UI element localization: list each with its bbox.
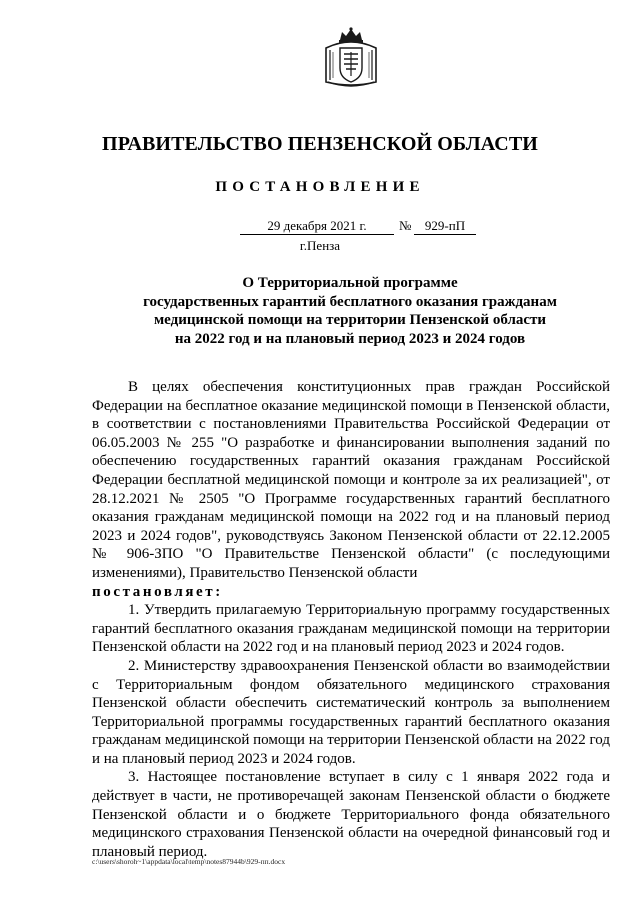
document-title <box>120 274 580 348</box>
decree-date: 29 декабря 2021 г. <box>240 218 394 235</box>
document-body <box>92 378 610 861</box>
title-line: государственных гарантий бесплатного оказания гражданам <box>143 293 557 310</box>
item-paragraph: 1. Утвердить прилагаемую Территориальную программу государственных гарантий бесплатного оказания гражданам медицинской помощи на территории Пензенской области на 2022 год и на плановый период 2023 и 2024 годов. <box>92 602 610 656</box>
decree-number: 929-пП <box>414 218 476 235</box>
government-name: ПРАВИТЕЛЬСТВО ПЕНЗЕНСКОЙ ОБЛАСТИ <box>102 133 538 155</box>
title-line: медицинской помощи на территории Пензенской области <box>153 312 547 328</box>
coat-of-arms-icon <box>322 26 380 88</box>
item-paragraph: 2. Министерству здравоохранения Пензенской области во взаимодействии с Территориальным фондом обязательного медицинского страхования Пензенской области обеспечить систематический контроль за выполнением Территориальной программы государственных гарантий бесплатного оказания гражданам медицинской помощи на территории Пензенской области на 2022 год и на плановый период 2023 и 2024 годов. <box>92 657 610 767</box>
file-path-footer: c:\users\shoroh~1\appdata\local\temp\notes87944b\929-пп.docx <box>92 857 286 866</box>
preamble-paragraph: В целях обеспечения конституционных прав граждан Российской Федерации на бесплатное оказание медицинской помощи в Пензенской области, в соответствии с постановлениями Правительства Российской Федерации от 06.05.2003 № 255 "О разработке и финансировании выполнения заданий по обеспечению государственных гарантий оказания гражданам Российской Федерации бесплатной медицинской помощи и контроле за их реализацией", от 28.12.2021 № 2505 "О Программе государственных гарантий бесплатного оказания гражданам медицинской помощи на 2022 год и на плановый период 2023 и 2024 годов", руководствуясь Законом Пензенской области от 22.12.2005 № 906-ЗПО "О Правительстве Пензенской области" (с последующими изменениями), Правительство Пензенской области <box>92 379 610 581</box>
title-line: О Территориальной программе <box>242 275 458 291</box>
document-type: ПОСТАНОВЛЕНИЕ <box>215 179 425 195</box>
title-line: на 2022 год и на плановый период 2023 и 2024 годов <box>174 330 526 347</box>
decree-word-paragraph <box>92 583 610 602</box>
city: г.Пенза <box>299 238 341 253</box>
number-sign: № <box>399 218 412 233</box>
decree-word: постановляет: <box>92 583 223 600</box>
item-paragraph: 3. Настоящее постановление вступает в силу с 1 января 2022 года и действует в части, не противоречащей законам Пензенской области о бюджете Пензенской области и о бюджете Территориального фонда обязательного медицинского страхования Пензенской области на очередной финансовый год и плановый период. <box>92 769 610 860</box>
